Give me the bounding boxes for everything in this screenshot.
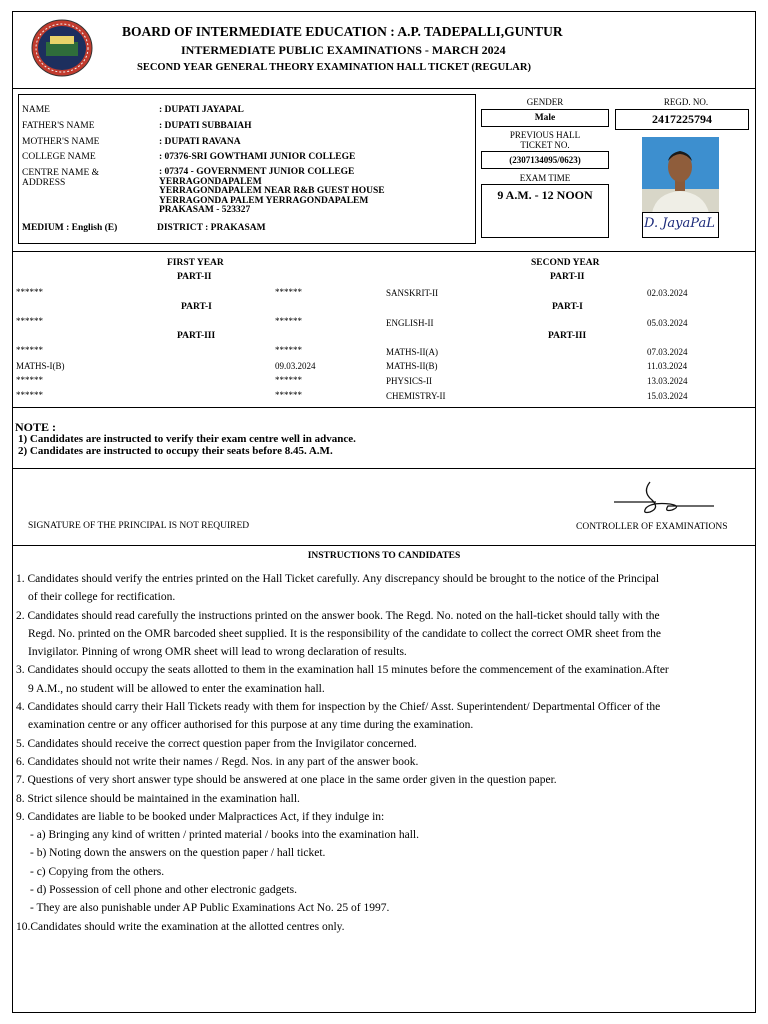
instruction-line: examination centre or any officer authorised for this purpose at any time during the examination. [28, 719, 474, 732]
instruction-line: 7. Questions of very short answer type should be answered at one place in the same order given in the question paper. [16, 774, 557, 787]
name-value: : DUPATI JAYAPAL [159, 105, 244, 115]
sy-date: 07.03.2024 [647, 347, 688, 357]
sy-subject: MATHS-II(B) [386, 361, 438, 371]
divider [12, 468, 756, 469]
divider [12, 251, 756, 252]
prev-ticket-label [481, 130, 609, 150]
fy-subject: MATHS-I(B) [16, 361, 65, 371]
sy-subject: PHYSICS-II [386, 376, 433, 386]
instruction-line: Regd. No. printed on the OMR barcoded sheet supplied. It is the responsibility of the candidate to collect the correct OMR sheet from the [28, 627, 661, 640]
gender-label: GENDER [526, 97, 564, 107]
board-title: BOARD OF INTERMEDIATE EDUCATION : A.P. TADEPALLI,GUNTUR [122, 24, 563, 39]
instruction-subline: - They are also punishable under AP Public Examinations Act No. 25 of 1997. [30, 902, 390, 915]
fy-date: 09.03.2024 [275, 361, 316, 371]
candidate-photo [642, 137, 719, 213]
fy-date-stars: ****** [275, 287, 302, 297]
exam-time-value: 9 A.M. - 12 NOON [497, 188, 593, 202]
centre-line: YERRAGONDA PALEM YERRAGONDAPALEM [159, 195, 369, 206]
sy-subject: ENGLISH-II [386, 318, 434, 328]
second-year-heading: SECOND YEAR [531, 258, 600, 268]
instruction-line: 9 A.M., no student will be allowed to enter the examination hall. [28, 682, 325, 695]
father-label: FATHER'S NAME [22, 121, 95, 131]
gender-value: Male [481, 109, 609, 127]
exam-subtitle: INTERMEDIATE PUBLIC EXAMINATIONS - MARCH 2024 [181, 43, 506, 57]
sy-part2-heading: PART-II [550, 272, 585, 282]
sy-date: 11.03.2024 [647, 361, 688, 371]
centre-address [159, 168, 385, 216]
prev-ticket-label-line: PREVIOUS HALL [509, 130, 581, 140]
exam-time-label: EXAM TIME [519, 173, 571, 183]
instruction-subline: - a) Bringing any kind of written / printed material / books into the examination hall. [30, 829, 419, 842]
sy-date: 13.03.2024 [647, 376, 688, 386]
centre-line: : 07374 - GOVERNMENT JUNIOR COLLEGE [159, 167, 355, 177]
name-label: NAME [22, 105, 50, 115]
instruction-subline: - d) Possession of cell phone and other electronic gadgets. [30, 884, 297, 897]
instruction-line: 8. Strict silence should be maintained in the examination hall. [16, 792, 300, 805]
instruction-line: 9. Candidates are liable to be booked under Malpractices Act, if they indulge in: [16, 810, 385, 823]
fy-subject-stars: ****** [16, 375, 43, 385]
fy-date-stars: ****** [275, 316, 302, 326]
instruction-line: of their college for rectification. [28, 591, 176, 604]
fy-subject-stars: ****** [16, 345, 43, 355]
candidate-signature: D. JayaPaL [644, 216, 715, 231]
divider [12, 88, 756, 89]
address-label: ADDRESS [22, 178, 66, 188]
fy-date-stars: ****** [275, 375, 302, 385]
fy-part1-heading: PART-I [181, 302, 212, 312]
centre-line: YERRAGONDAPALEM [159, 176, 262, 187]
instruction-line: 6. Candidates should not write their names / Regd. Nos. in any part of the answer book. [16, 755, 419, 768]
sy-date: 15.03.2024 [647, 391, 688, 401]
sy-date: 02.03.2024 [647, 288, 688, 298]
centre-line: YERRAGONDAPALEM NEAR R&B GUEST HOUSE [159, 186, 385, 196]
principal-signature-note: SIGNATURE OF THE PRINCIPAL IS NOT REQUIRED [28, 521, 250, 531]
mother-value: : DUPATI RAVANA [159, 137, 241, 147]
fy-subject-stars: ****** [16, 287, 43, 297]
fy-date-stars: ****** [275, 345, 302, 355]
college-label: COLLEGE NAME [22, 152, 96, 162]
divider [12, 407, 756, 408]
mother-label: MOTHER'S NAME [22, 137, 100, 147]
fy-subject-stars: ****** [16, 316, 43, 326]
instructions-title: INSTRUCTIONS TO CANDIDATES [307, 551, 461, 561]
college-value: : 07376-SRI GOWTHAMI JUNIOR COLLEGE [159, 152, 356, 162]
instruction-line: 1. Candidates should verify the entries printed on the Hall Ticket carefully. Any discrepancy should be brought to the notice of the Principal [16, 573, 660, 585]
instruction-line: 3. Candidates should occupy the seats allotted to them in the examination hall 15 minutes before the commencement of the examination.After [16, 664, 669, 677]
first-year-heading: FIRST YEAR [167, 258, 224, 268]
controller-signature [612, 478, 718, 518]
instruction-line: 5. Candidates should receive the correct question paper from the Invigilator concerned. [16, 737, 417, 750]
sy-subject: SANSKRIT-II [386, 288, 439, 298]
note-title: NOTE : [15, 420, 57, 434]
fy-part3-heading: PART-III [177, 331, 216, 341]
instruction-line: Invigilator. Pinning of wrong OMR sheet will lead to wrong declaration of results. [28, 646, 407, 659]
instructions-list [16, 570, 669, 936]
note-line: 1) Candidates are instructed to verify their exam centre well in advance. [18, 433, 356, 445]
sy-subject: CHEMISTRY-II [386, 391, 446, 401]
sy-part1-heading: PART-I [552, 302, 583, 312]
exam-type: SECOND YEAR GENERAL THEORY EXAMINATION HALL TICKET (REGULAR) [137, 62, 531, 73]
prev-ticket-value: (2307134095/0623) [481, 151, 609, 169]
regd-label: REGD. NO. [663, 97, 709, 107]
fy-subject-stars: ****** [16, 390, 43, 400]
medium: MEDIUM : English (E) [22, 223, 118, 233]
controller-label: CONTROLLER OF EXAMINATIONS [576, 522, 728, 532]
sy-subject: MATHS-II(A) [386, 347, 438, 357]
fy-part2-heading: PART-II [177, 272, 212, 282]
district: DISTRICT : PRAKASAM [157, 223, 266, 233]
note-line: 2) Candidates are instructed to occupy their seats before 8.45. A.M. [18, 445, 333, 457]
instruction-line: 4. Candidates should carry their Hall Tickets ready with them for inspection by the Chief/ Asst. Superintendent/ Departmental Officer of the [16, 701, 661, 714]
instruction-subline: - b) Noting down the answers on the question paper / hall ticket. [30, 847, 326, 860]
fy-date-stars: ****** [275, 390, 302, 400]
sy-part3-heading: PART-III [548, 331, 587, 341]
centre-label: CENTRE NAME & [22, 168, 100, 178]
centre-line: PRAKASAM - 523327 [159, 205, 251, 215]
sy-date: 05.03.2024 [647, 318, 688, 328]
board-logo [30, 18, 94, 78]
divider [12, 545, 756, 546]
instruction-line: 2. Candidates should read carefully the instructions printed on the answer book. The Regd. No. noted on the hall-ticket should tally with the [16, 609, 660, 622]
regd-number: 2417225794 [615, 109, 749, 130]
instruction-subline: - c) Copying from the others. [30, 865, 165, 878]
instruction-line: 10.Candidates should write the examination at the allotted centres only. [16, 920, 345, 933]
father-value: : DUPATI SUBBAIAH [159, 121, 252, 131]
prev-ticket-label-line: TICKET NO. [520, 140, 570, 150]
